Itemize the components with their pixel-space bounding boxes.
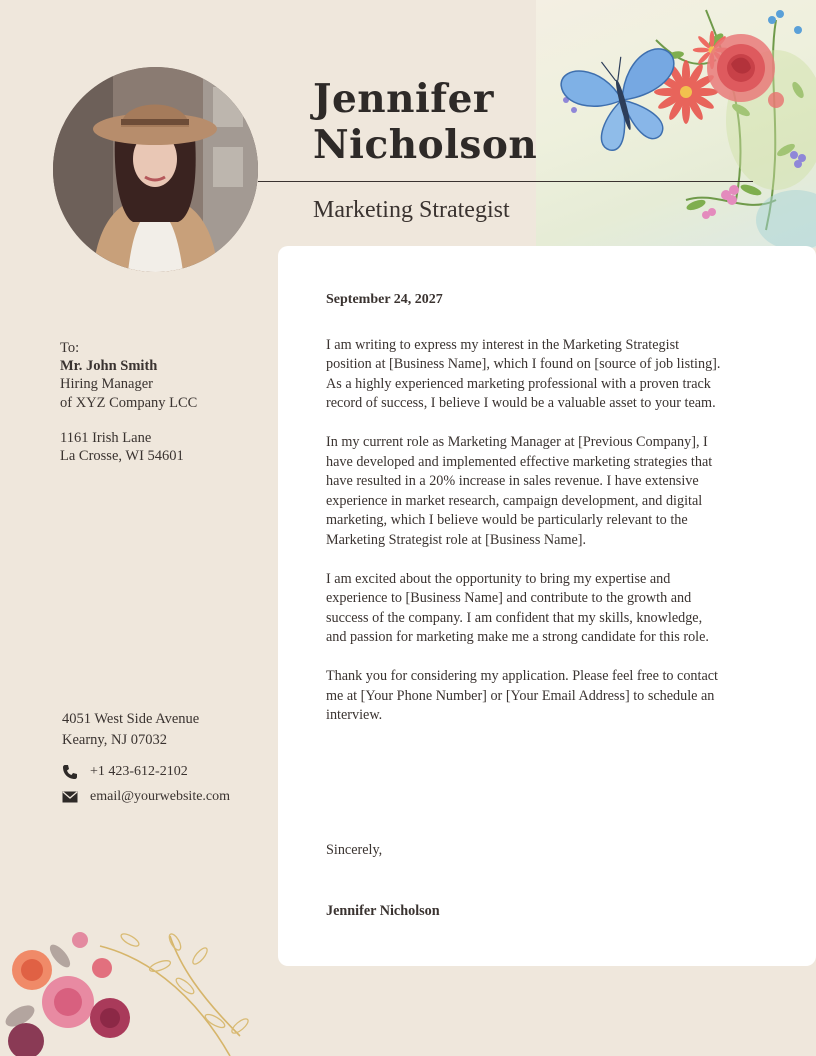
phone-number: +1 423-612-2102 xyxy=(90,764,188,779)
name-first: Jennifer xyxy=(313,76,494,122)
recipient-role: Hiring Manager xyxy=(60,376,154,393)
envelope-icon xyxy=(62,789,78,805)
butterfly-flowers-illustration xyxy=(536,0,816,248)
recipient-name: Mr. John Smith xyxy=(60,358,158,375)
recipient-company: of XYZ Company LCC xyxy=(60,394,198,411)
sender-city: Kearny, NJ 07032 xyxy=(62,732,167,748)
letter-paragraph-1: I am writing to express my interest in the Marketing Strategist position at [Business Name], which I found on [source of job listing]. As a highly experienced marketing professional with a proven track record of success, I believe I would be a valuable asset to your team. xyxy=(326,336,721,411)
letter-paragraph-3: I am excited about the opportunity to bring my expertise and experience to [Business Name] and contribute to the growth and success of the company. I am confident that my skills, knowledge, and passion for marketing make me a strong candidate for this role. xyxy=(326,570,709,645)
floral-decoration-top xyxy=(536,0,816,248)
letter-body xyxy=(326,290,721,745)
applicant-name xyxy=(313,76,573,168)
letter-closing: Sincerely, xyxy=(326,842,383,858)
letter-signature: Jennifer Nicholson xyxy=(326,903,440,919)
name-last: Nicholson xyxy=(313,122,538,168)
letter-date: September 24, 2027 xyxy=(326,292,443,307)
header-divider xyxy=(258,181,753,182)
recipient-block xyxy=(60,339,197,465)
sender-street: 4051 West Side Avenue xyxy=(62,711,200,727)
recipient-street: 1161 Irish Lane xyxy=(60,429,152,446)
email-row xyxy=(62,789,230,805)
recipient-city: La Crosse, WI 54601 xyxy=(60,448,184,465)
job-title: Marketing Strategist xyxy=(313,197,510,223)
to-label: To: xyxy=(60,340,80,356)
profile-photo xyxy=(53,67,258,272)
floral-decoration-bottom xyxy=(0,926,270,1056)
letter-paragraph-2: In my current role as Marketing Manager at [Previous Company], I have developed and implemented effective marketing strategies that have resulted in a 20% increase in sales revenue. I have extensive experience in market research, campaign development, and digital marketing, which I believe would be particularly relevant to the Marketing Strategist role at [Business Name]. xyxy=(326,434,713,548)
letter-paragraph-4: Thank you for considering my application. Please feel free to contact me at [Your Phone Number] or [Your Email Address] to schedule an interview. xyxy=(326,668,718,723)
phone-icon xyxy=(62,764,78,780)
sender-address xyxy=(62,709,199,751)
phone-row xyxy=(62,764,188,780)
email-address: email@yourwebsite.com xyxy=(90,789,231,804)
